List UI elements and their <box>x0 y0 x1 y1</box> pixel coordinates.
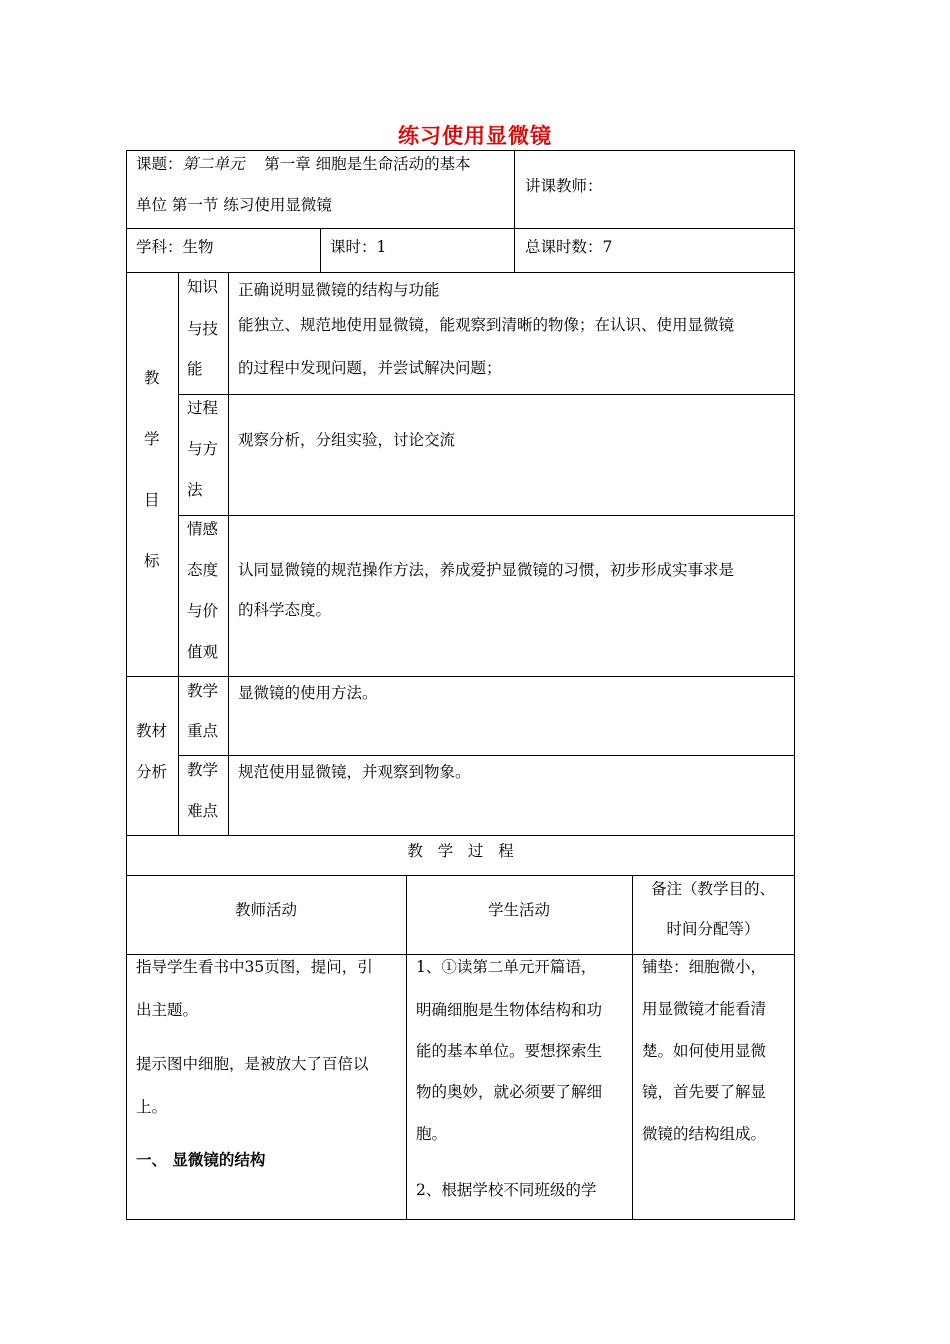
teacher-label: 讲课教师： <box>525 177 603 195</box>
notes-line-2: 用显微镜才能看清 <box>642 1000 767 1018</box>
emotion-label-2: 态度 <box>187 561 219 579</box>
discipline-cell: 学科：生物 <box>136 238 214 256</box>
period-cell: 课时：1 <box>330 238 387 256</box>
analysis-label-2: 分析 <box>136 763 168 781</box>
notes-line-4: 镜，首先要了解显 <box>642 1083 767 1101</box>
table-border <box>178 755 795 756</box>
difficulty-text: 规范使用显微镜，并观察到物象。 <box>238 763 471 781</box>
col-teacher-activity: 教师活动 <box>234 901 297 919</box>
table-border <box>794 150 795 1220</box>
process-label-3: 法 <box>187 481 203 499</box>
notes-line-1: 铺垫：细胞微小， <box>642 958 767 976</box>
table-border <box>126 954 795 955</box>
key-point-text: 显微镜的使用方法。 <box>238 684 378 702</box>
knowledge-label-3: 能 <box>187 360 203 378</box>
table-border <box>126 1219 795 1220</box>
page-title: 练习使用显微镜 <box>398 124 552 148</box>
knowledge-text-1: 正确说明显微镜的结构与功能 <box>238 281 440 299</box>
student-line-3: 能的基本单位。要想探索生 <box>416 1042 603 1060</box>
student-line-5: 胞。 <box>416 1125 448 1143</box>
table-border <box>514 150 515 272</box>
knowledge-label-2: 与技 <box>187 320 219 338</box>
student-line-2: 明确细胞是生物体结构和功 <box>416 1001 603 1019</box>
objectives-label-4: 标 <box>144 552 160 570</box>
notes-line-5: 微镜的结构组成。 <box>642 1125 767 1143</box>
emotion-label-3: 与价 <box>187 602 219 620</box>
course-topic <box>136 154 471 174</box>
objectives-label-1: 教 <box>144 369 160 387</box>
teacher-line-4: 上。 <box>136 1098 168 1116</box>
emotion-text-2: 的科学态度。 <box>238 601 332 619</box>
student-line-6: 2、根据学校不同班级的学 <box>416 1181 597 1199</box>
table-border <box>320 228 321 272</box>
emotion-text-1: 认同显微镜的规范操作方法，养成爱护显微镜的习惯，初步形成实事求是 <box>238 561 735 579</box>
key-point-label-2: 重点 <box>187 722 219 740</box>
col-notes-2: 时间分配等） <box>666 920 760 938</box>
total-periods-cell: 总课时数：7 <box>525 238 613 256</box>
knowledge-text-2: 能独立、规范地使用显微镜，能观察到清晰的物像；在认识、使用显微镜 <box>238 316 735 334</box>
table-border <box>126 272 795 273</box>
notes-line-3: 楚。如何使用显微 <box>642 1042 767 1060</box>
table-border <box>126 835 795 836</box>
col-notes-1: 备注（教学目的、 <box>650 880 775 898</box>
table-border <box>126 875 795 876</box>
process-text: 观察分析，分组实验，讨论交流 <box>238 431 456 449</box>
teacher-line-2: 出主题。 <box>136 1001 199 1019</box>
table-border <box>126 676 795 677</box>
key-point-label-1: 教学 <box>187 682 219 700</box>
process-label-1: 过程 <box>187 399 219 417</box>
table-border <box>178 272 179 835</box>
analysis-label-1: 教材 <box>136 722 168 740</box>
table-border <box>126 150 127 1220</box>
table-border <box>178 515 795 516</box>
table-border <box>228 272 229 835</box>
student-line-1: 1、①读第二单元开篇语， <box>416 958 597 976</box>
topic-chapter: 第一章 细胞是生命活动的基本 <box>264 155 471 173</box>
difficulty-label-1: 教学 <box>187 761 219 779</box>
topic-unit: 第二单元 <box>182 155 245 173</box>
topic-label: 课题： <box>136 155 183 173</box>
table-border <box>126 150 795 151</box>
knowledge-text-3: 的过程中发现问题，并尝试解决问题； <box>238 359 502 377</box>
teacher-line-3: 提示图中细胞，是被放大了百倍以 <box>136 1055 369 1073</box>
table-border <box>178 394 795 395</box>
emotion-label-1: 情感 <box>187 520 219 538</box>
knowledge-label-1: 知识 <box>187 278 219 296</box>
student-line-4: 物的奥妙，就必须要了解细 <box>416 1083 603 1101</box>
col-student-activity: 学生活动 <box>487 901 550 919</box>
objectives-label-2: 学 <box>144 430 160 448</box>
table-border <box>126 228 795 229</box>
objectives-label-3: 目 <box>144 491 160 509</box>
emotion-label-4: 值观 <box>187 643 219 661</box>
section-heading-structure: 一、 显微镜的结构 <box>136 1151 266 1169</box>
teacher-line-1: 指导学生看书中35页图，提问，引 <box>136 958 373 976</box>
table-border <box>406 875 407 1219</box>
process-heading: 教 学 过 程 <box>407 842 514 860</box>
difficulty-label-2: 难点 <box>187 802 219 820</box>
topic-line-2: 单位 第一节 练习使用显微镜 <box>136 196 332 214</box>
process-label-2: 与方 <box>187 440 219 458</box>
